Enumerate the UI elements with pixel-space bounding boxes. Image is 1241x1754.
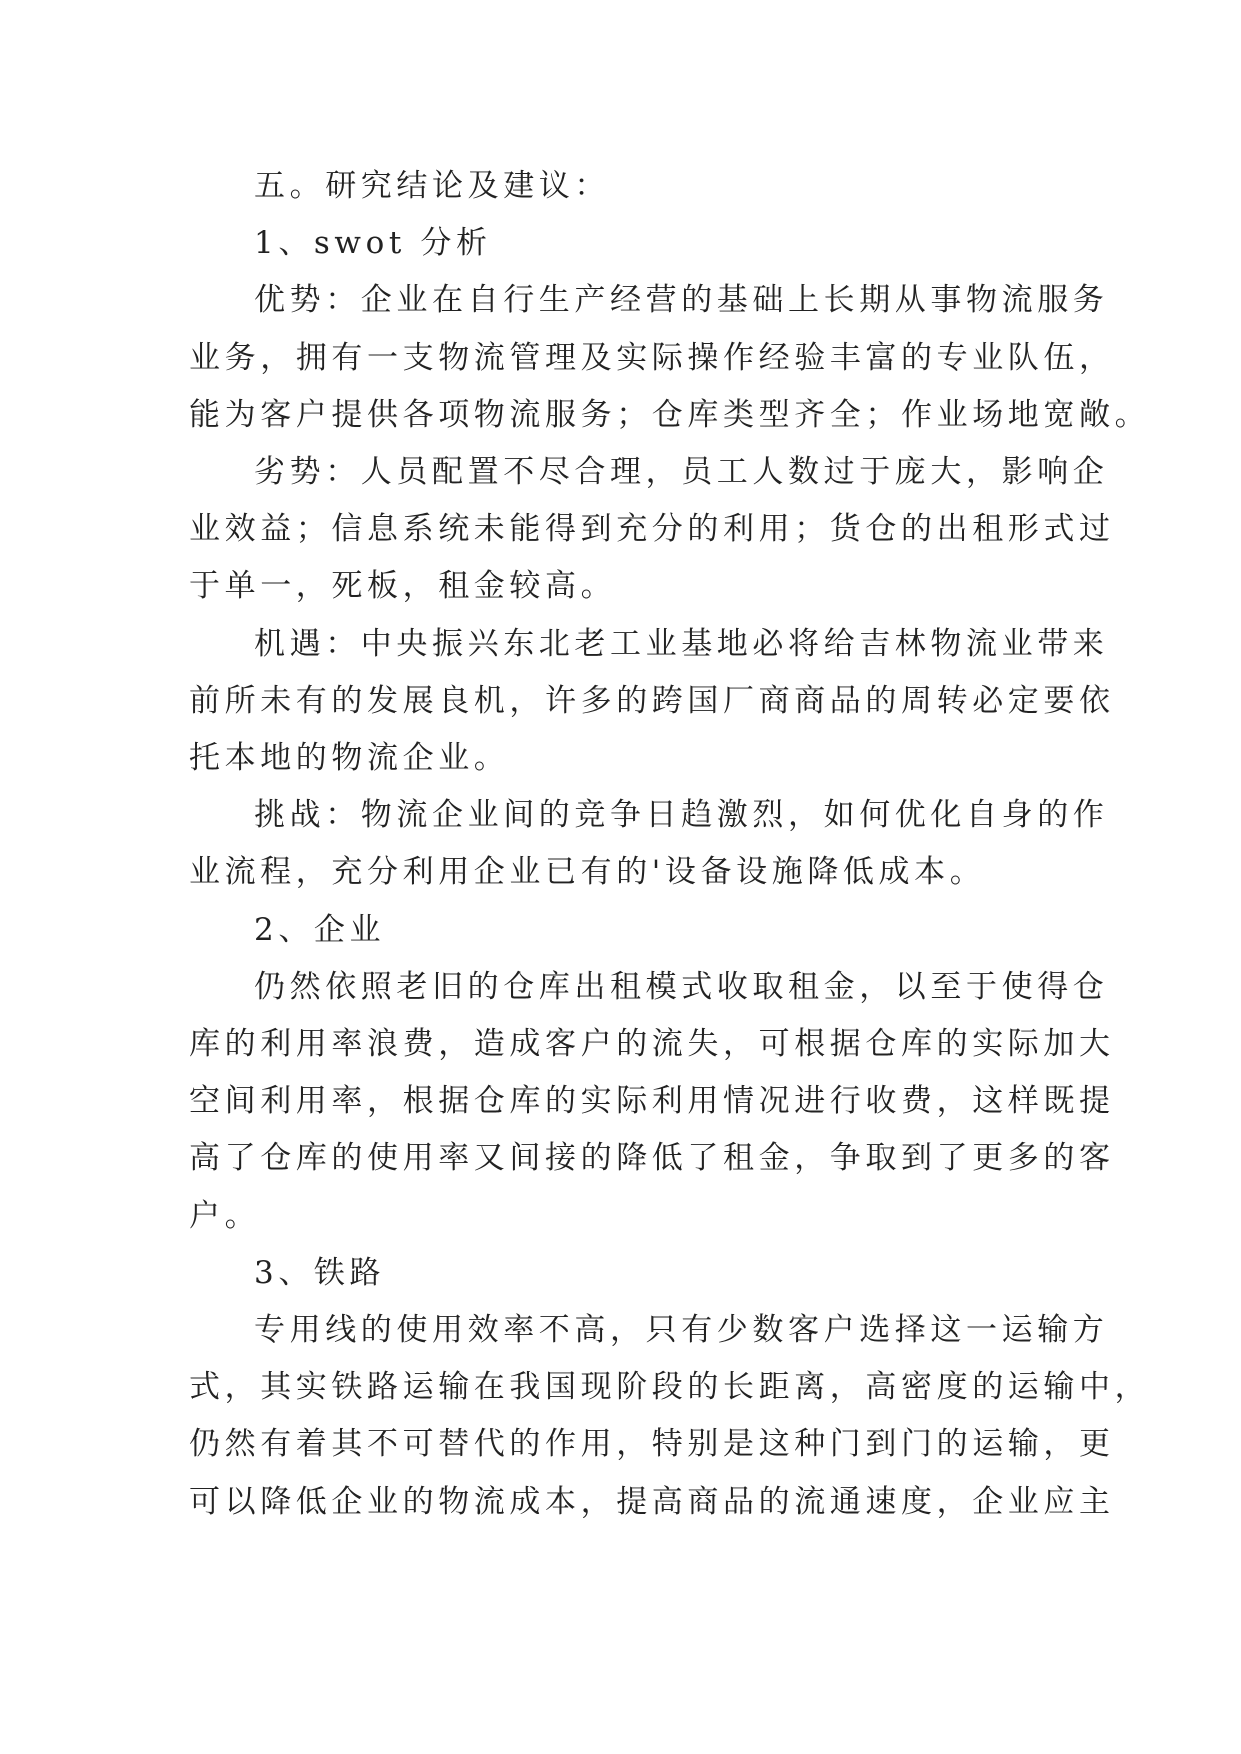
- paragraph-line: 前所未有的发展良机，许多的跨国厂商商品的周转必定要依: [189, 683, 1115, 719]
- paragraph-line: 仍然有着其不可替代的作用，特别是这种门到门的运输，更: [189, 1426, 1115, 1462]
- paragraph-line: 可以降低企业的物流成本，提高商品的流通速度，企业应主: [189, 1484, 1115, 1520]
- subheading-railway: 3、铁路: [254, 1255, 386, 1291]
- paragraph-line: 高了仓库的使用率又间接的降低了租金，争取到了更多的客: [189, 1140, 1115, 1176]
- paragraph-line: 式，其实铁路运输在我国现阶段的长距离，高密度的运输中，: [189, 1369, 1151, 1405]
- subheading-enterprise: 2、企业: [254, 912, 386, 948]
- paragraph-line: 能为客户提供各项物流服务；仓库类型齐全；作业场地宽敞。: [189, 397, 1151, 433]
- paragraph-line: 于单一，死板，租金较高。: [189, 568, 617, 604]
- paragraph-line: 专用线的使用效率不高，只有少数客户选择这一运输方: [254, 1312, 1109, 1348]
- paragraph-line: 业务，拥有一支物流管理及实际操作经验丰富的专业队伍，: [189, 340, 1115, 376]
- paragraph-line: 库的利用率浪费，造成客户的流失，可根据仓库的实际加大: [189, 1026, 1115, 1062]
- paragraph-line: 劣势：人员配置不尽合理，员工人数过于庞大，影响企: [254, 454, 1109, 490]
- paragraph-line: 仍然依照老旧的仓库出租模式收取租金，以至于使得仓: [254, 969, 1109, 1005]
- subheading-swot: 1、swot 分析: [254, 225, 492, 261]
- paragraph-line: 优势：企业在自行生产经营的基础上长期从事物流服务: [254, 282, 1109, 318]
- paragraph-line: 托本地的物流企业。: [189, 740, 510, 776]
- paragraph-line: 挑战：物流企业间的竞争日趋激烈，如何优化自身的作: [254, 797, 1109, 833]
- paragraph-line: 业流程，充分利用企业已有的'设备设施降低成本。: [189, 854, 986, 890]
- section-heading: 五。研究结论及建议：: [254, 168, 610, 204]
- paragraph-line: 机遇：中央振兴东北老工业基地必将给吉林物流业带来: [254, 626, 1109, 662]
- paragraph-line: 户。: [189, 1198, 261, 1234]
- paragraph-line: 业效益；信息系统未能得到充分的利用；货仓的出租形式过: [189, 511, 1115, 547]
- paragraph-line: 空间利用率，根据仓库的实际利用情况进行收费，这样既提: [189, 1083, 1115, 1119]
